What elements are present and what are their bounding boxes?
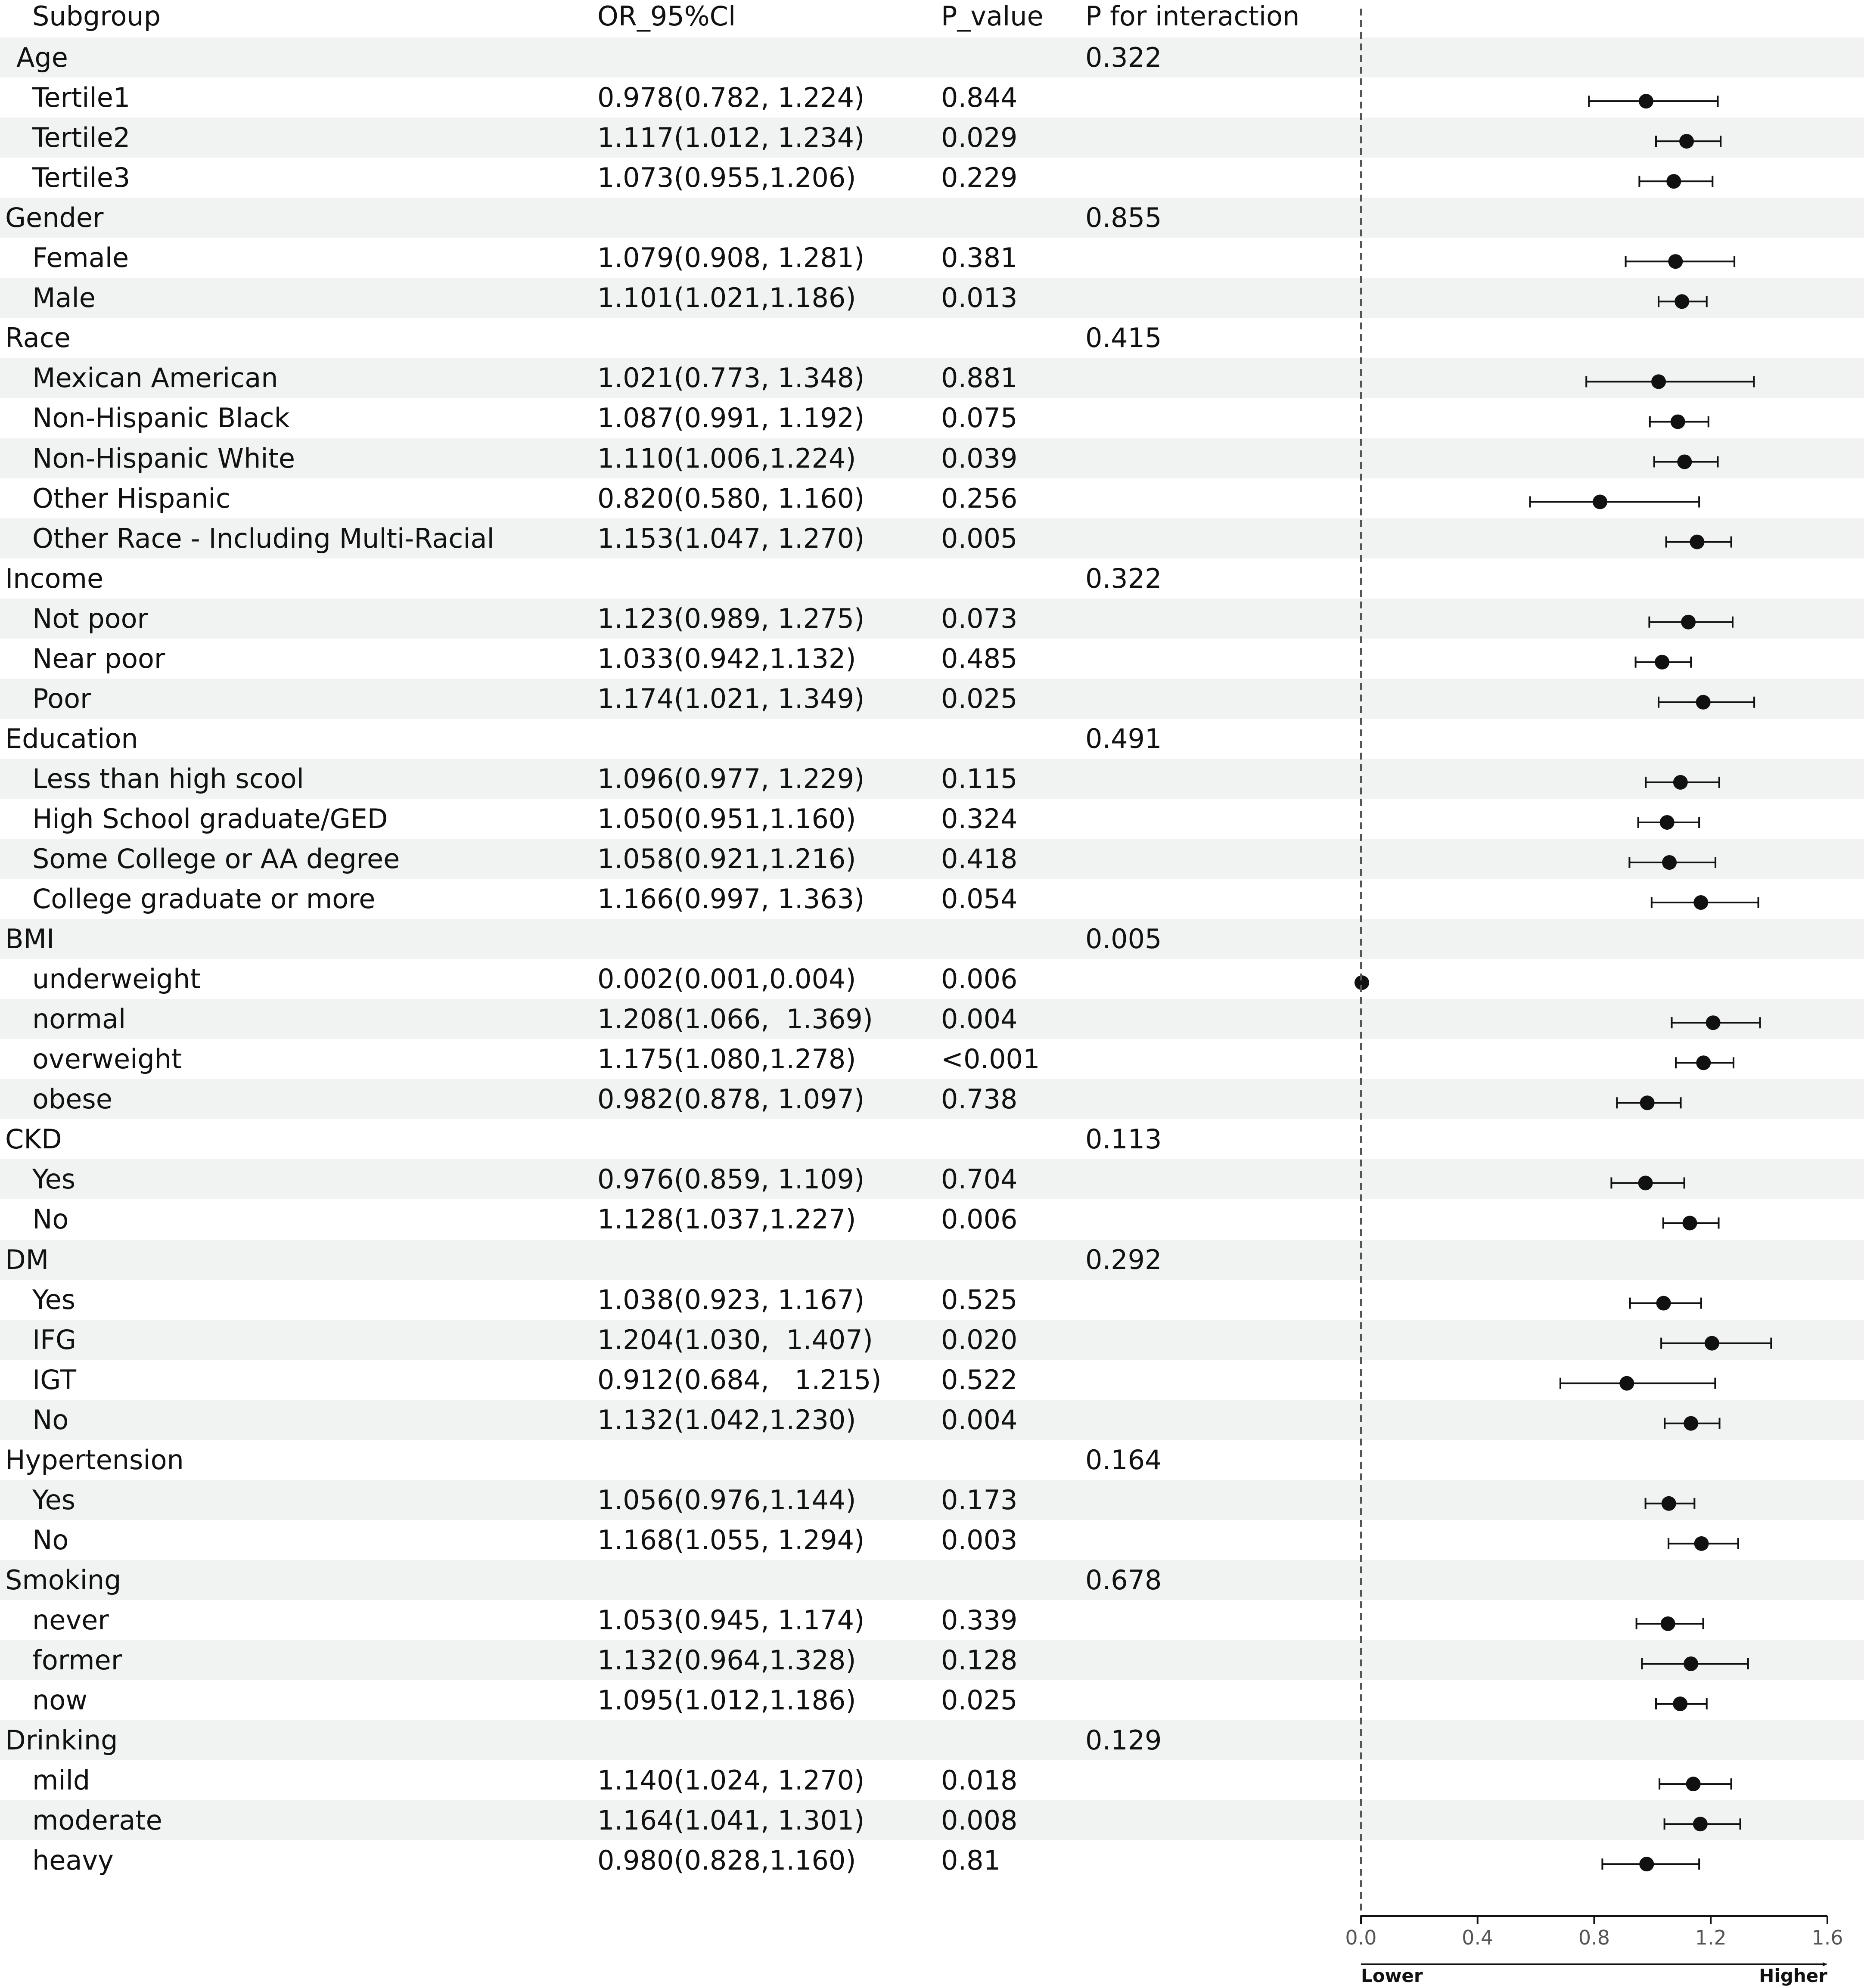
row-band	[0, 1079, 1864, 1119]
or-ci-value: 1.117(1.012, 1.234)	[597, 122, 865, 154]
row-band	[0, 919, 1864, 959]
x-tick-label: 0.0	[1345, 1926, 1377, 1949]
or-ci-value: 1.204(1.030, 1.407)	[597, 1324, 873, 1355]
p-value: 0.173	[941, 1484, 1018, 1516]
or-ci-value: 1.079(0.908, 1.281)	[597, 242, 865, 274]
row-band	[0, 198, 1864, 238]
p-value: 0.004	[941, 1404, 1018, 1436]
row-band	[0, 679, 1864, 719]
p-value: 0.075	[941, 402, 1018, 434]
point-estimate	[1686, 1777, 1701, 1791]
subgroup-label: Tertile1	[32, 82, 130, 114]
p-value: 0.229	[941, 162, 1018, 194]
or-ci-value: 1.132(0.964,1.328)	[597, 1644, 856, 1676]
row-band	[0, 1240, 1864, 1280]
header-p-value: P_value	[941, 0, 1044, 32]
or-ci-value: 0.982(0.878, 1.097)	[597, 1083, 865, 1115]
axis-left-label: Lower	[1361, 1965, 1423, 1986]
or-ci-value: 1.128(1.037,1.227)	[597, 1203, 856, 1235]
subgroup-label: never	[32, 1604, 109, 1636]
group-label: DM	[5, 1244, 49, 1275]
p-value: 0.418	[941, 843, 1018, 875]
p-value: 0.738	[941, 1083, 1018, 1115]
subgroup-label: former	[32, 1644, 122, 1676]
point-estimate	[1639, 94, 1653, 109]
or-ci-value: 0.976(0.859, 1.109)	[597, 1163, 865, 1195]
subgroup-label: Yes	[32, 1163, 76, 1195]
or-ci-value: 1.174(1.021, 1.349)	[597, 682, 865, 714]
x-tick-label: 1.6	[1811, 1926, 1843, 1949]
row-band	[0, 1320, 1864, 1360]
or-ci-value: 1.168(1.055, 1.294)	[597, 1524, 865, 1556]
p-value: 0.008	[941, 1805, 1018, 1836]
header-p-interaction: P for interaction	[1085, 0, 1300, 32]
group-label: BMI	[5, 923, 55, 955]
or-ci-value: 1.132(1.042,1.230)	[597, 1404, 856, 1436]
p-value: 0.128	[941, 1644, 1018, 1676]
p-value: 0.324	[941, 803, 1018, 834]
x-tick-label: 0.8	[1578, 1926, 1610, 1949]
p-value: 0.020	[941, 1324, 1018, 1355]
group-label: Education	[5, 723, 138, 754]
or-ci-value: 1.166(0.997, 1.363)	[597, 883, 865, 915]
p-interaction-value: 0.113	[1085, 1123, 1162, 1155]
p-value: 0.039	[941, 442, 1018, 474]
subgroup-label: No	[32, 1203, 69, 1235]
p-value: 0.81	[941, 1845, 1001, 1876]
row-band	[0, 1560, 1864, 1600]
or-ci-value: 1.175(1.080,1.278)	[597, 1043, 856, 1075]
point-estimate	[1593, 495, 1607, 509]
subgroup-label: obese	[32, 1083, 112, 1115]
or-ci-value: 1.153(1.047, 1.270)	[597, 522, 865, 554]
or-ci-value: 0.978(0.782, 1.224)	[597, 82, 865, 114]
or-ci-value: 1.101(1.021,1.186)	[597, 282, 856, 314]
p-interaction-value: 0.678	[1085, 1564, 1162, 1596]
p-interaction-value: 0.005	[1085, 923, 1162, 955]
subgroup-label: Female	[32, 242, 129, 274]
point-estimate	[1693, 895, 1708, 910]
row-band	[0, 358, 1864, 398]
subgroup-label: now	[32, 1684, 87, 1716]
point-estimate	[1355, 975, 1369, 990]
p-value: 0.073	[941, 602, 1018, 634]
subgroup-label: Yes	[32, 1284, 76, 1315]
header-or-ci: OR_95%Cl	[597, 0, 736, 32]
point-estimate	[1694, 1536, 1709, 1551]
p-interaction-value: 0.292	[1085, 1244, 1162, 1275]
p-value: 0.339	[941, 1604, 1018, 1636]
or-ci-value: 0.980(0.828,1.160)	[597, 1845, 856, 1876]
subgroup-label: Less than high scool	[32, 763, 304, 794]
p-value: 0.029	[941, 122, 1018, 154]
subgroup-label: College graduate or more	[32, 883, 376, 915]
group-label: Drinking	[5, 1724, 118, 1756]
subgroup-label: Some College or AA degree	[32, 843, 400, 875]
x-tick-label: 0.4	[1462, 1926, 1494, 1949]
or-ci-value: 1.021(0.773, 1.348)	[597, 362, 865, 394]
p-value: 0.004	[941, 1003, 1018, 1035]
row-band	[0, 599, 1864, 639]
row-band	[0, 1720, 1864, 1760]
p-value: 0.704	[941, 1163, 1018, 1195]
group-label: Gender	[5, 202, 104, 234]
point-estimate	[1660, 815, 1674, 830]
subgroup-label: overweight	[32, 1043, 182, 1075]
or-ci-value: 0.002(0.001,0.004)	[597, 963, 856, 995]
point-estimate	[1619, 1376, 1634, 1391]
row-band	[0, 1480, 1864, 1520]
or-ci-value: 1.110(1.006,1.224)	[597, 442, 856, 474]
p-value: 0.025	[941, 1684, 1018, 1716]
p-value: 0.381	[941, 242, 1018, 274]
p-value: 0.006	[941, 963, 1018, 995]
or-ci-value: 1.073(0.955,1.206)	[597, 162, 856, 194]
x-tick-label: 1.2	[1695, 1926, 1727, 1949]
subgroup-label: Not poor	[32, 602, 149, 634]
point-estimate	[1661, 1616, 1675, 1631]
or-ci-value: 1.164(1.041, 1.301)	[597, 1805, 865, 1836]
p-interaction-value: 0.322	[1085, 562, 1162, 594]
row-band	[0, 1159, 1864, 1199]
p-interaction-value: 0.129	[1085, 1724, 1162, 1756]
group-label: Hypertension	[5, 1444, 184, 1476]
or-ci-value: 1.087(0.991, 1.192)	[597, 402, 865, 434]
point-estimate	[1671, 414, 1685, 429]
point-estimate	[1673, 1696, 1687, 1711]
row-band	[0, 1800, 1864, 1840]
axis-right-label: Higher	[1759, 1965, 1827, 1986]
p-value: 0.025	[941, 682, 1018, 714]
group-label: Smoking	[5, 1564, 121, 1596]
or-ci-value: 1.058(0.921,1.216)	[597, 843, 856, 875]
subgroup-label: Mexican American	[32, 362, 278, 394]
subgroup-label: Poor	[32, 682, 91, 714]
subgroup-label: normal	[32, 1003, 126, 1035]
subgroup-label: Yes	[32, 1484, 76, 1516]
or-ci-value: 1.096(0.977, 1.229)	[597, 763, 865, 794]
p-value: 0.013	[941, 282, 1018, 314]
point-estimate	[1656, 1296, 1671, 1311]
row-band	[0, 278, 1864, 318]
or-ci-value: 1.208(1.066, 1.369)	[597, 1003, 873, 1035]
p-interaction-value: 0.491	[1085, 723, 1162, 754]
p-interaction-value: 0.855	[1085, 202, 1162, 234]
or-ci-value: 1.056(0.976,1.144)	[597, 1484, 856, 1516]
subgroup-label: Male	[32, 282, 96, 314]
p-value: 0.115	[941, 763, 1018, 794]
point-estimate	[1655, 655, 1669, 670]
p-interaction-value: 0.164	[1085, 1444, 1162, 1476]
p-value: 0.485	[941, 642, 1018, 674]
p-value: 0.881	[941, 362, 1018, 394]
p-value: 0.006	[941, 1203, 1018, 1235]
group-label: Income	[5, 562, 104, 594]
point-estimate	[1696, 1055, 1711, 1070]
header-subgroup: Subgroup	[32, 0, 161, 32]
or-ci-value: 1.123(0.989, 1.275)	[597, 602, 865, 634]
subgroup-label: moderate	[32, 1805, 162, 1836]
group-label: Age	[16, 42, 68, 73]
p-value: 0.522	[941, 1364, 1018, 1396]
or-ci-value: 1.140(1.024, 1.270)	[597, 1765, 865, 1796]
or-ci-value: 1.095(1.012,1.186)	[597, 1684, 856, 1716]
subgroup-label: IFG	[32, 1324, 76, 1355]
p-value: 0.525	[941, 1284, 1018, 1315]
subgroup-label: Tertile3	[32, 162, 130, 194]
row-band	[0, 118, 1864, 158]
p-value: 0.054	[941, 883, 1018, 915]
subgroup-label: Other Hispanic	[32, 482, 230, 514]
point-estimate	[1668, 254, 1683, 269]
p-value: 0.005	[941, 522, 1018, 554]
or-ci-value: 1.050(0.951,1.160)	[597, 803, 856, 834]
point-estimate	[1639, 1857, 1654, 1871]
subgroup-label: Tertile2	[32, 122, 130, 154]
group-label: CKD	[5, 1123, 62, 1155]
subgroup-label: underweight	[32, 963, 201, 995]
row-band	[0, 999, 1864, 1039]
subgroup-label: heavy	[32, 1845, 114, 1876]
p-value: <0.001	[941, 1043, 1040, 1075]
row-band	[0, 1640, 1864, 1680]
row-band	[0, 37, 1864, 78]
p-value: 0.003	[941, 1524, 1018, 1556]
group-label: Race	[5, 322, 71, 354]
subgroup-label: Near poor	[32, 642, 165, 674]
subgroup-label: No	[32, 1404, 69, 1436]
p-value: 0.844	[941, 82, 1018, 114]
or-ci-value: 1.038(0.923, 1.167)	[597, 1284, 865, 1315]
or-ci-value: 0.820(0.580, 1.160)	[597, 482, 865, 514]
point-estimate	[1666, 174, 1681, 189]
p-interaction-value: 0.322	[1085, 42, 1162, 73]
subgroup-label: Non-Hispanic Black	[32, 402, 290, 434]
point-estimate	[1683, 1216, 1697, 1230]
subgroup-label: mild	[32, 1765, 90, 1796]
p-value: 0.018	[941, 1765, 1018, 1796]
subgroup-label: Non-Hispanic White	[32, 442, 295, 474]
p-interaction-value: 0.415	[1085, 322, 1162, 354]
subgroup-label: Other Race - Including Multi-Racial	[32, 522, 494, 554]
or-ci-value: 1.033(0.942,1.132)	[597, 642, 856, 674]
subgroup-label: No	[32, 1524, 69, 1556]
row-band	[0, 1400, 1864, 1440]
subgroup-label: IGT	[32, 1364, 76, 1396]
or-ci-value: 0.912(0.684, 1.215)	[597, 1364, 882, 1396]
subgroup-label: High School graduate/GED	[32, 803, 388, 834]
or-ci-value: 1.053(0.945, 1.174)	[597, 1604, 865, 1636]
p-value: 0.256	[941, 482, 1018, 514]
